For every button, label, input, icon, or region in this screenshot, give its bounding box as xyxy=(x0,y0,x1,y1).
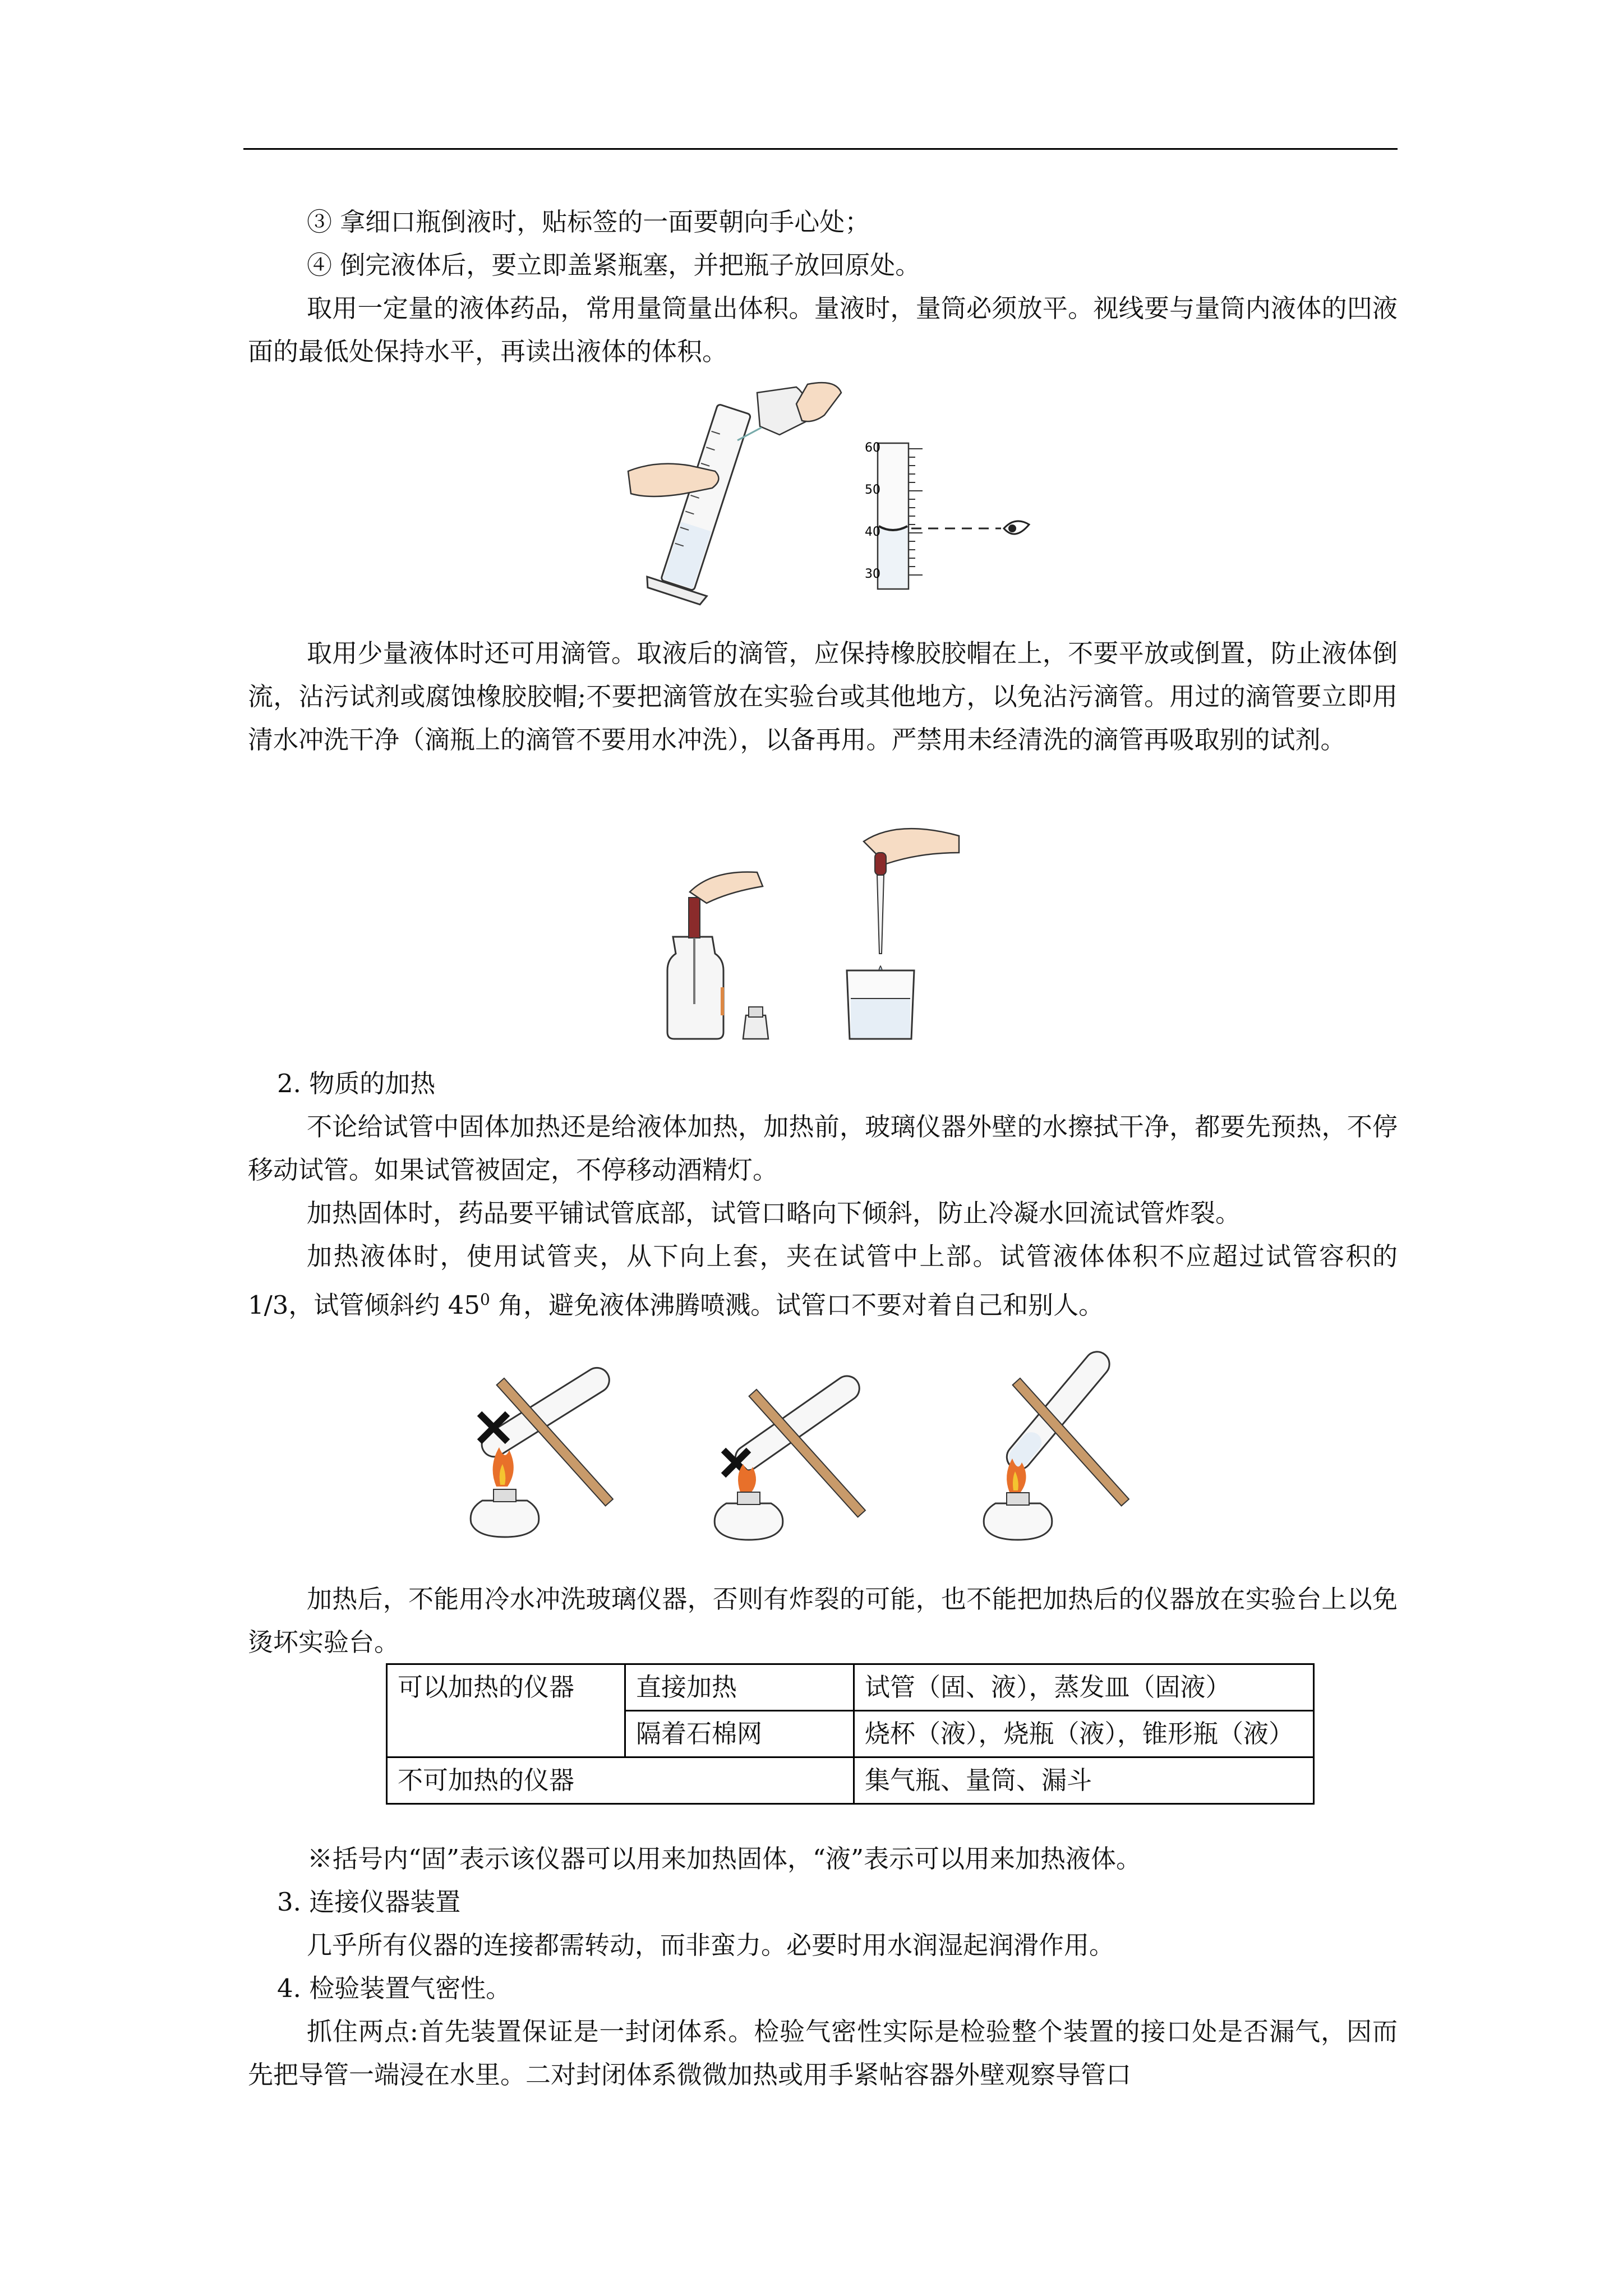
table-cell-asbestos-items: 烧杯（液），烧瓶（液），锥形瓶（液） xyxy=(854,1711,1314,1757)
paragraph-measuring-cylinder: 取用一定量的液体药品，常用量筒量出体积。量液时，量筒必须放平。视线要与量筒内液体的凹液面的最低处保持水平，再读出液体的体积。 xyxy=(248,293,1398,366)
table-row xyxy=(387,1664,1314,1711)
paragraph-connect: 几乎所有仪器的连接都需转动，而非蛮力。必要时用水润湿起润滑作用。 xyxy=(307,1930,1115,1960)
eye-icon xyxy=(1004,521,1029,534)
table-cell-cannot-items: 集气瓶、量筒、漏斗 xyxy=(854,1757,1314,1804)
scale-label-60: 60 xyxy=(865,441,880,455)
table-cell-can-heat: 可以加热的仪器 xyxy=(387,1664,625,1757)
tilted-cylinder-illustration xyxy=(628,383,841,606)
table-row xyxy=(387,1757,1314,1804)
scale-label-30: 30 xyxy=(865,567,880,581)
heading-heating: 2. 物质的加热 xyxy=(277,1069,436,1098)
table-cell-asbestos: 隔着石棉网 xyxy=(625,1711,854,1757)
paragraph-heat-solid: 加热固体时，药品要平铺试管底部，试管口略向下倾斜，防止冷凝水回流试管炸裂。 xyxy=(307,1198,1241,1228)
heading-connect: 3. 连接仪器装置 xyxy=(277,1887,461,1917)
dropper-figure xyxy=(662,819,976,1043)
table-cell-direct-items: 试管（固、液），蒸发皿（固液） xyxy=(854,1664,1314,1711)
dropper-beaker-illustration xyxy=(847,829,959,1039)
paragraph-heat-liquid: 加热液体时，使用试管夹，从下向上套，夹在试管中上部。试管液体体积不应超过试管容积的 1/3，试管倾斜约 $45^0$ 角，避免液体沸腾喷溅。试管口不要对着自己和别人。 xyxy=(248,1241,1398,1320)
correct-heating xyxy=(984,1347,1129,1540)
wrong-heating-1 xyxy=(471,1363,614,1537)
paragraph-close-bottle: ④ 倒完液体后，要立即盖紧瓶塞，并把瓶子放回原处。 xyxy=(307,250,921,280)
meniscus-reading-illustration xyxy=(865,441,1029,589)
paragraph-dropper: 取用少量液体时还可用滴管。取液后的滴管，应保持橡胶胶帽在上，不要平放或倒置，防止液体倒流，沾污试剂或腐蚀橡胶胶帽;不要把滴管放在实验台或其他地方，以免沾污滴管。用过的滴管要立即用清水冲洗干净（滴瓶上的滴管不要用水冲洗），以备再用。严禁用未经清洗的滴管再吸取别的试剂。 xyxy=(248,638,1398,754)
paragraph-label-side: ③ 拿细口瓶倒液时，贴标签的一面要朝向手心处； xyxy=(307,207,870,237)
measuring-cylinder-figure xyxy=(617,381,1043,617)
scale-label-50: 50 xyxy=(865,483,880,497)
heatable-instruments-table xyxy=(386,1663,1315,1805)
wrong-heating-2 xyxy=(714,1371,865,1540)
dropper-bottle-illustration xyxy=(667,872,768,1039)
paragraph-preheat: 不论给试管中固体加热还是给液体加热，加热前，玻璃仪器外壁的水擦拭干净，都要先预热，不停移动试管。如果试管被固定，不停移动酒精灯。 xyxy=(248,1112,1398,1185)
top-rule xyxy=(243,148,1398,150)
table-cell-direct: 直接加热 xyxy=(625,1664,854,1711)
heating-test-tube-figure xyxy=(465,1338,1189,1557)
paragraph-airtight: 抓住两点:首先装置保证是一封闭体系。检验气密性实际是检验整个装置的接口处是否漏气，因而先把导管一端浸在水里。二对封闭体系微微加热或用手紧帖容器外壁观察导管口 xyxy=(248,2017,1398,2090)
table-cell-cannot-heat: 不可加热的仪器 xyxy=(387,1757,854,1804)
paragraph-after-heating: 加热后，不能用冷水冲洗玻璃仪器，否则有炸裂的可能，也不能把加热后的仪器放在实验台上以免烫坏实验台。 xyxy=(248,1584,1398,1657)
scale-label-40: 40 xyxy=(865,525,880,539)
heading-airtight: 4. 检验装置气密性。 xyxy=(277,1973,511,2003)
table-note: ※括号内“固”表示该仪器可以用来加热固体，“液”表示可以用来加热液体。 xyxy=(307,1844,1142,1874)
